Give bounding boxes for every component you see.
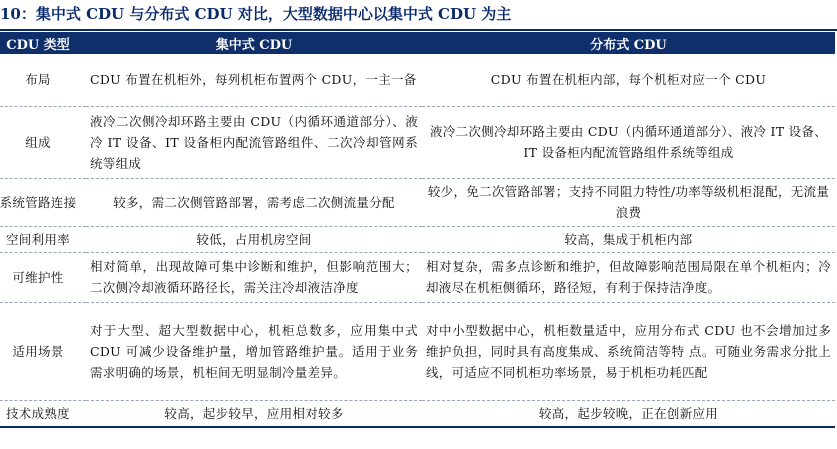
- central-cell: 较高，起步较早，应用相对较多: [86, 400, 422, 427]
- row-label: 适用场景: [0, 302, 86, 400]
- table-row-layout: [0, 54, 835, 106]
- table-row-space: [0, 226, 835, 252]
- title-underline: [0, 29, 837, 31]
- distributed-cell: CDU 布置在机柜内部，每个机柜对应一个 CDU: [422, 54, 835, 106]
- row-label: 组成: [0, 106, 86, 178]
- central-cell: 较多，需二次侧管路部署，需考虑二次侧流量分配: [86, 178, 422, 226]
- comparison-table: [0, 32, 835, 428]
- row-label: 可维护性: [0, 252, 86, 302]
- row-label: 空间利用率: [0, 226, 86, 252]
- table-row-maintainability: [0, 252, 835, 302]
- table-title: 10：集中式 CDU 与分布式 CDU 对比，大型数据中心以集中式 CDU 为主: [0, 5, 512, 23]
- row-label: 技术成熟度: [0, 400, 86, 427]
- table-row-composition: [0, 106, 835, 178]
- central-cell: 较低，占用机房空间: [86, 226, 422, 252]
- distributed-cell: 较高，集成于机柜内部: [422, 226, 835, 252]
- header-cdu-type: CDU 类型: [0, 32, 86, 54]
- header-central-cdu: 集中式 CDU: [86, 32, 422, 54]
- distributed-cell: 对中小型数据中心，机柜数量适中，应用分布式 CDU 也不会增加过多维护负担，同时具有高度集成、系统简洁等特 点。可随业务需求分批上线，可适应不同机柜功率场景，易于机柜功耗匹配: [422, 302, 835, 400]
- distributed-cell: 较高，起步较晚，正在创新应用: [422, 400, 835, 427]
- table-row-maturity: [0, 400, 835, 427]
- table-row-piping: [0, 178, 835, 226]
- header-distributed-cdu: 分布式 CDU: [422, 32, 835, 54]
- central-cell: 液冷二次侧冷却环路主要由 CDU（内循环通道部分）、液冷 IT 设备、IT 设备柜内配流管路组件、二次冷却管网系统等组成: [86, 106, 422, 178]
- row-label: 布局: [0, 54, 86, 106]
- table-header-row: [0, 32, 835, 54]
- distributed-cell: 相对复杂，需多点诊断和维护，但故障影响范围局限在单个机柜内；冷却液尽在机柜侧循环，路径短，有利于保持洁净度。: [422, 252, 835, 302]
- distributed-cell: 液冷二次侧冷却环路主要由 CDU（内循环通道部分）、液冷 IT 设备、IT 设备柜内配流管路组件系统等组成: [422, 106, 835, 178]
- central-cell: CDU 布置在机柜外，每列机柜布置两个 CDU，一主一备: [86, 54, 422, 106]
- row-label: 系统管路连接: [0, 178, 86, 226]
- distributed-cell: 较少，免二次管路部署；支持不同阻力特性/功率等级机柜混配，无流量浪费: [422, 178, 835, 226]
- table-row-scenario: [0, 302, 835, 400]
- central-cell: 对于大型、超大型数据中心，机柜总数多，应用集中式 CDU 可减少设备维护量，增加管路维护量。适用于业务需求明确的场景，机柜间无明显制冷量差异。: [86, 302, 422, 400]
- central-cell: 相对简单，出现故障可集中诊断和维护，但影响范围大；二次侧冷却液循环路径长，需关注冷却液洁净度: [86, 252, 422, 302]
